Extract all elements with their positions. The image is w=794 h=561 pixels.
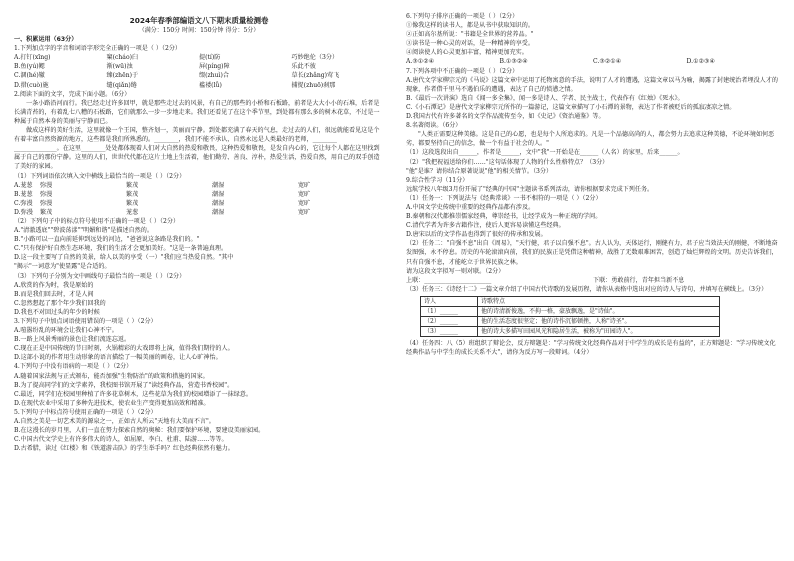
option-text: D.我国古代有许多著名的文学作品流传至今，如《史记》《资治通鉴》等。 [406,113,605,121]
option-text: 草长(zhǎng)莺飞 [291,72,340,80]
option-text: 巧妙绝伦（3分） [291,54,339,62]
option-text: A.③①②④ [406,58,435,66]
couplet-upper[interactable]: 上联：______________________ [406,276,492,284]
question-8-sub3: "他"是谁？请你结合原著说说"他"的相关情节。（3分） [406,167,553,175]
poet-table [420,296,720,337]
option-text: B."小路可以一直向前延伸到远处的河边，"爸爸说这条路是我们的。" [14,236,200,244]
question-4-stem: 4.下列句子中没有语病的一项是（ ）（2分） [14,363,133,371]
question-2-sub1: （1）下列词语依次填入文中横线上最恰当的一项是（ ）（2分） [14,172,186,180]
option-text: D.弥漫 [14,208,33,216]
option-text: 弥漫 [40,190,53,198]
option-text: "揭示"一词意为"使显露"是合适的。 [14,263,111,271]
table-row [421,306,720,316]
option-text: 缱(qiǎn)绻 [106,81,137,89]
question-2-sub2: （2）下列句子中的标点符号使用不正确的一项是（ ）（2分） [14,217,180,225]
option-text: B.茏葱 [14,190,33,198]
right-column [406,12,780,357]
question-2-sub3: （3）下列句子分别为文中画线句子最恰当的一项是（ ）（2分） [14,272,186,280]
option-text: C.现在正是中国传统的节日时刻，火锅精彩的大戏即将上演，值得我们期待的人。 [14,345,234,353]
option-text: 潮湿 [212,181,225,189]
table-cell: 他的诗清新俊逸，不拘一格，豪放飘逸，是"诗仙"。 [478,306,720,316]
sub1-option-b [14,190,384,199]
question-5-stem: 5.下列句子中标点符号使用正确的一项是（ ）（2分） [14,408,157,416]
couplet-lower: 下联：勇敢前行，青年担当新不息 [593,276,685,284]
table-cell: 他的诗大多描写田园风光和隐居生活，被称为"田园诗人"。 [478,326,720,336]
option-text: 潮湿 [212,199,225,207]
option-text: C.《小石潭记》是唐代文学家柳宗元所作的一篇游记，这篇文章描写了小石潭的景物，表达了作者被贬后的孤寂凄凉之情。 [406,103,736,111]
option-text: A."清澈透底""碧波荡漾""明媚和谐"是描述自然的。 [14,227,153,235]
option-text: 茏葱 [126,208,139,216]
table-header-cell: 诗歌特点 [478,296,720,306]
sub1-option-d [14,208,384,217]
option-text: 捕捉(zhuō)刹那 [291,81,336,89]
option-text: D.①②③④ [686,58,715,66]
option-text: C.涸(hé)辙 [14,72,45,80]
option-text: D.我也不对回过头的年少的时候 [14,308,100,316]
option-text: C.③②①④ [593,58,622,66]
question-1-row-a [14,53,384,62]
option-text: D.措(cuò)施 [14,81,49,89]
task-3: （3）任务三：《诗经十二》一篇文章介绍了中国古代诗歌的发展历程，请你从表格中选出对应的诗人与诗句，并填写在横线上。（3分） [406,285,768,293]
table-cell[interactable]: （2）______ [421,316,478,326]
option-text: C.弥漫 [14,199,33,207]
reading-quote: "人类正需要这种美德。这是自己的心愿，也是每个人所追求的。凡是一个品德高尚的人，都会努力去追求这种美德，不论环境如何恶劣，都要坚持自己的信念，做一个有益于社会的人。" [406,131,775,148]
option-text: D.唐宋以后的文学作品也得到了很好的传承和发展。 [406,231,547,239]
table-row [421,326,720,336]
question-2-stem: 2.阅读下面的文字，完成下面小题。（6分） [14,90,131,98]
option-text: 提(tí)防 [199,54,221,62]
sub1-option-c [14,199,384,208]
question-3-stem: 3.下列句子中加点词语使用错误的一项是（ ）（2分） [14,318,157,325]
option-text: 弥漫 [40,199,53,207]
option-text: 臻(zhēn)于 [106,72,139,80]
question-1-row-d [14,81,384,90]
option-text: 缀(zhuì)合 [199,72,229,80]
option-text: A.自然之美是一切艺术美的源泉之一，正如古人所云"天地有大美而不言"。 [14,418,215,426]
couplet-row [406,276,780,285]
question-8-stem: 8.名著阅读。（6分） [406,122,462,130]
table-cell[interactable]: （1）______ [421,306,478,316]
option-text: 宽旷 [298,199,311,207]
sentence-line: ②正如高尔基所说："书籍是全世界的营养品。" [406,31,534,39]
option-text: 繁茂 [126,181,139,189]
option-text: 弥漫 [40,181,53,189]
option-text: 屏(píng)障 [199,63,230,71]
option-text: A.欣赏的作为时，我是原始的 [14,281,94,289]
question-7-stem: 7.下列各项中不正确的一项是（ ）（2分） [406,67,519,75]
question-9-stem: 9.综合性学习（11分） [406,176,469,184]
left-column [14,16,384,453]
table-row [421,316,720,326]
task-1: （1）任务一：下列说法与《经典常谈》一书不相符的一项是（ ）（2分） [406,194,602,202]
option-text: C.忽然想起了那个年少我们回我的 [14,299,106,307]
question-8-sub1: （1）这段选段出自______，作者是______，文中"我"一开始是在______（人名）的家里，后来______。 [406,149,684,157]
option-text: 渐(wū)浊 [106,63,133,71]
sentence-line: ③读书是一种心灵的对话，是一种精神的享受。 [406,40,534,48]
page-title: 2024年春季部编语文八下期末质量检测卷 [129,16,269,25]
option-text: B.《最后一次讲演》选自《闻一多全集》，闻一多是诗人、学者、民主战士，代表作有《红烛》《死水》。 [406,94,684,102]
reading-paragraph: ______________。在这里________处处都体现着人们对大自然的热爱和敬畏，这种热爱和敬畏，是发自内心的，它让每个人都在这里找到属于自己的那份宁静。这里的人们，世世代代都在这片土地上生活着，他们勤劳、善良、淳朴，热爱生活，热爱自然，用自己的双手创造了美好的家园。 [14,145,380,171]
option-text: D.这一段主要写了自然的美景，给人以美的享受（一）"我们应当热爱自然。"其中 [14,254,234,262]
table-cell[interactable]: （3）______ [421,326,478,336]
sentence-line: ④阅读使人的心灵更加丰富，精神更加充实。 [406,49,528,57]
option-text: 宽旷 [298,190,311,198]
option-text: 繁茂 [126,199,139,207]
option-text: 潮湿 [212,190,225,198]
table-header-cell: 诗人 [421,296,478,306]
option-text: D.这部小说的作者用生动形象的语言描绘了一幅美丽的画卷，让人心旷神怡。 [14,354,222,362]
option-text: A.喧嚣纷乱的环境会让我们心神不宁。 [14,327,118,335]
table-header-row [421,296,720,306]
option-text: C.清代学者为许多古籍作注，使后人更容易读懂这些经典。 [406,222,565,230]
option-text: A.茏葱 [14,181,33,189]
exam-meta: （满分：150分 时间：150分钟 得分：5分） [138,27,260,34]
option-text: B.在这漫长的岁月里，人们一直在努力探索自然的奥秘：我们要保护环境，要建设美丽家园。 [14,427,265,435]
option-text: 宽旷 [298,181,311,189]
question-1-stem: 1.下列加点字的字音和词语字形完全正确的一项是（ ）（2分） [14,45,182,53]
task-4: （4）任务四：八（5）班组织了辩论会，反方辩题是："学习传统文化经典作品对于中学生的成长是有益的"，正方辩题是："学习传统文化经典作品与中学生的成长关系不大"，请你为反方写一段辩词。（4分） [406,339,776,356]
option-text: A.随着国家法规与正式颁布，能否加强"生物防治"的政策和措施的国家。 [14,372,209,380]
question-9-intro: 远航学校八年级3月份开展了"经典的中国"主题读书系列活动，请你根据要求完成下列任务。 [406,185,654,193]
option-text: A.中国文学史传统中重要的经典作品都有涉及。 [406,203,535,211]
reading-paragraph: 一条小路沿河而行。我已经走过许多回甲，就是那些走过去的风景，有自己的那些的小桥和石板路，前者是大大小小的石堆，后者是长满青苔的，有着乱七八糟的石板路，它们就那么一步一步地走来。我们还看见了在这个季节里，到处都有那么多的树木花草，不过是一种属于自然本身的美丽与宁静而已。 [14,99,380,125]
option-text: C.最近，同学们在校园里种植了许多花草树木，这些花草为我们的校园增添了一抹绿意。 [14,390,252,398]
option-text: 繁茂 [40,208,53,216]
question-1-row-b [14,62,384,71]
option-text: D.在现代农业中采用了多种先进技术，使农业生产变得更加高效和精准。 [14,399,210,407]
option-text: B.一路上风景秀丽的景色让我们流连忘返。 [14,336,131,344]
option-text: C."只有保护好自然生态环境，我们的生活才会更加美好。"这是一条普遍真理。 [14,245,228,253]
option-text: A.打钉(xīng) [14,54,51,62]
option-text: D.古希腊，读过《红楼》和《铁道游击队》的学生举手吗？红色经典依然有魅力。 [14,445,234,453]
option-text: B.①③②④ [499,58,528,66]
table-cell: 他的生活态度很坚定；他的诗作沉郁顿挫，人称"诗圣"。 [478,316,720,326]
option-text: B.为了提高同学们的文学素养，我校图书馆开展了"读经典作品，营造书香校园"。 [14,381,234,389]
option-text: B.秦朝和汉代都推崇儒家经典，尊崇经书，让经学成为一种正统的学问。 [406,213,602,221]
section-heading: 一、积累运用（63分） [14,36,78,44]
sub1-option-a [14,181,384,190]
option-text: 宽旷 [298,208,311,216]
sentence-line: ①像我这样的读书人，都是从书中获取知识的。 [406,22,534,30]
option-text: 窠(cháo)臼 [106,54,139,62]
question-6-stem: 6.下列句子排序正确的一项是（ ）（2分） [406,13,519,20]
option-text: 乐此不彼 [291,63,316,71]
reading-paragraph: 做成这样的美好生活，这里就像一个王国，整齐划一，美丽而宁静。到处都充满了春天的气息，走过去的人们，很远就能看见这是个有着丰富自然资源的地方，这些都是我们所熟悉的。________，我们不能不承认，自然永远是人类最好的老师，________ [14,127,380,144]
question-8-sub2: （2）"我把祝福送给你们……"这句话体现了人物的什么性格特点？（3分） [406,158,609,166]
question-6-options [406,57,780,66]
option-text: A.唐代文学家柳宗元的《马说》这篇文章中运用了托物寓意的手法，说明了人才的遭遇，这篇文章以马为喻，揭露了封建统治者埋没人才的现象，作者借千里马不遇伯乐的遭遇，表达了自己的愤懑之情。 [406,76,778,93]
task-2-question: 请为这段文字拟写一则对联。（2分） [406,267,505,275]
option-text: 褴褛(lǚ) [199,81,222,89]
option-text: C.中国古代文学史上有许多伟大的诗人，如屈原、李白、杜甫、陆游……等等。 [14,436,228,444]
question-1-row-c [14,71,384,80]
option-text: B.而是我们回去时，才是人间 [14,290,94,298]
option-text: 潮湿 [212,208,225,216]
option-text: 繁茂 [126,190,139,198]
task-2: （2）任务二："自强不息"出自《周易》，"天行健，君子以自强不息"。古人认为，天体运行，刚健有力，君子应当效法天的刚健，不断地奋发图强，永不停息。历史的车轮滚滚向前，我们的民族正是凭借这种精神，战胜了无数艰难困苦，创造了灿烂辉煌的文明。历史告诉我们，只有自强不息，才能屹立于世界民族之林。 [406,240,778,266]
option-text: B.鱼(yú)鳃 [14,63,45,71]
